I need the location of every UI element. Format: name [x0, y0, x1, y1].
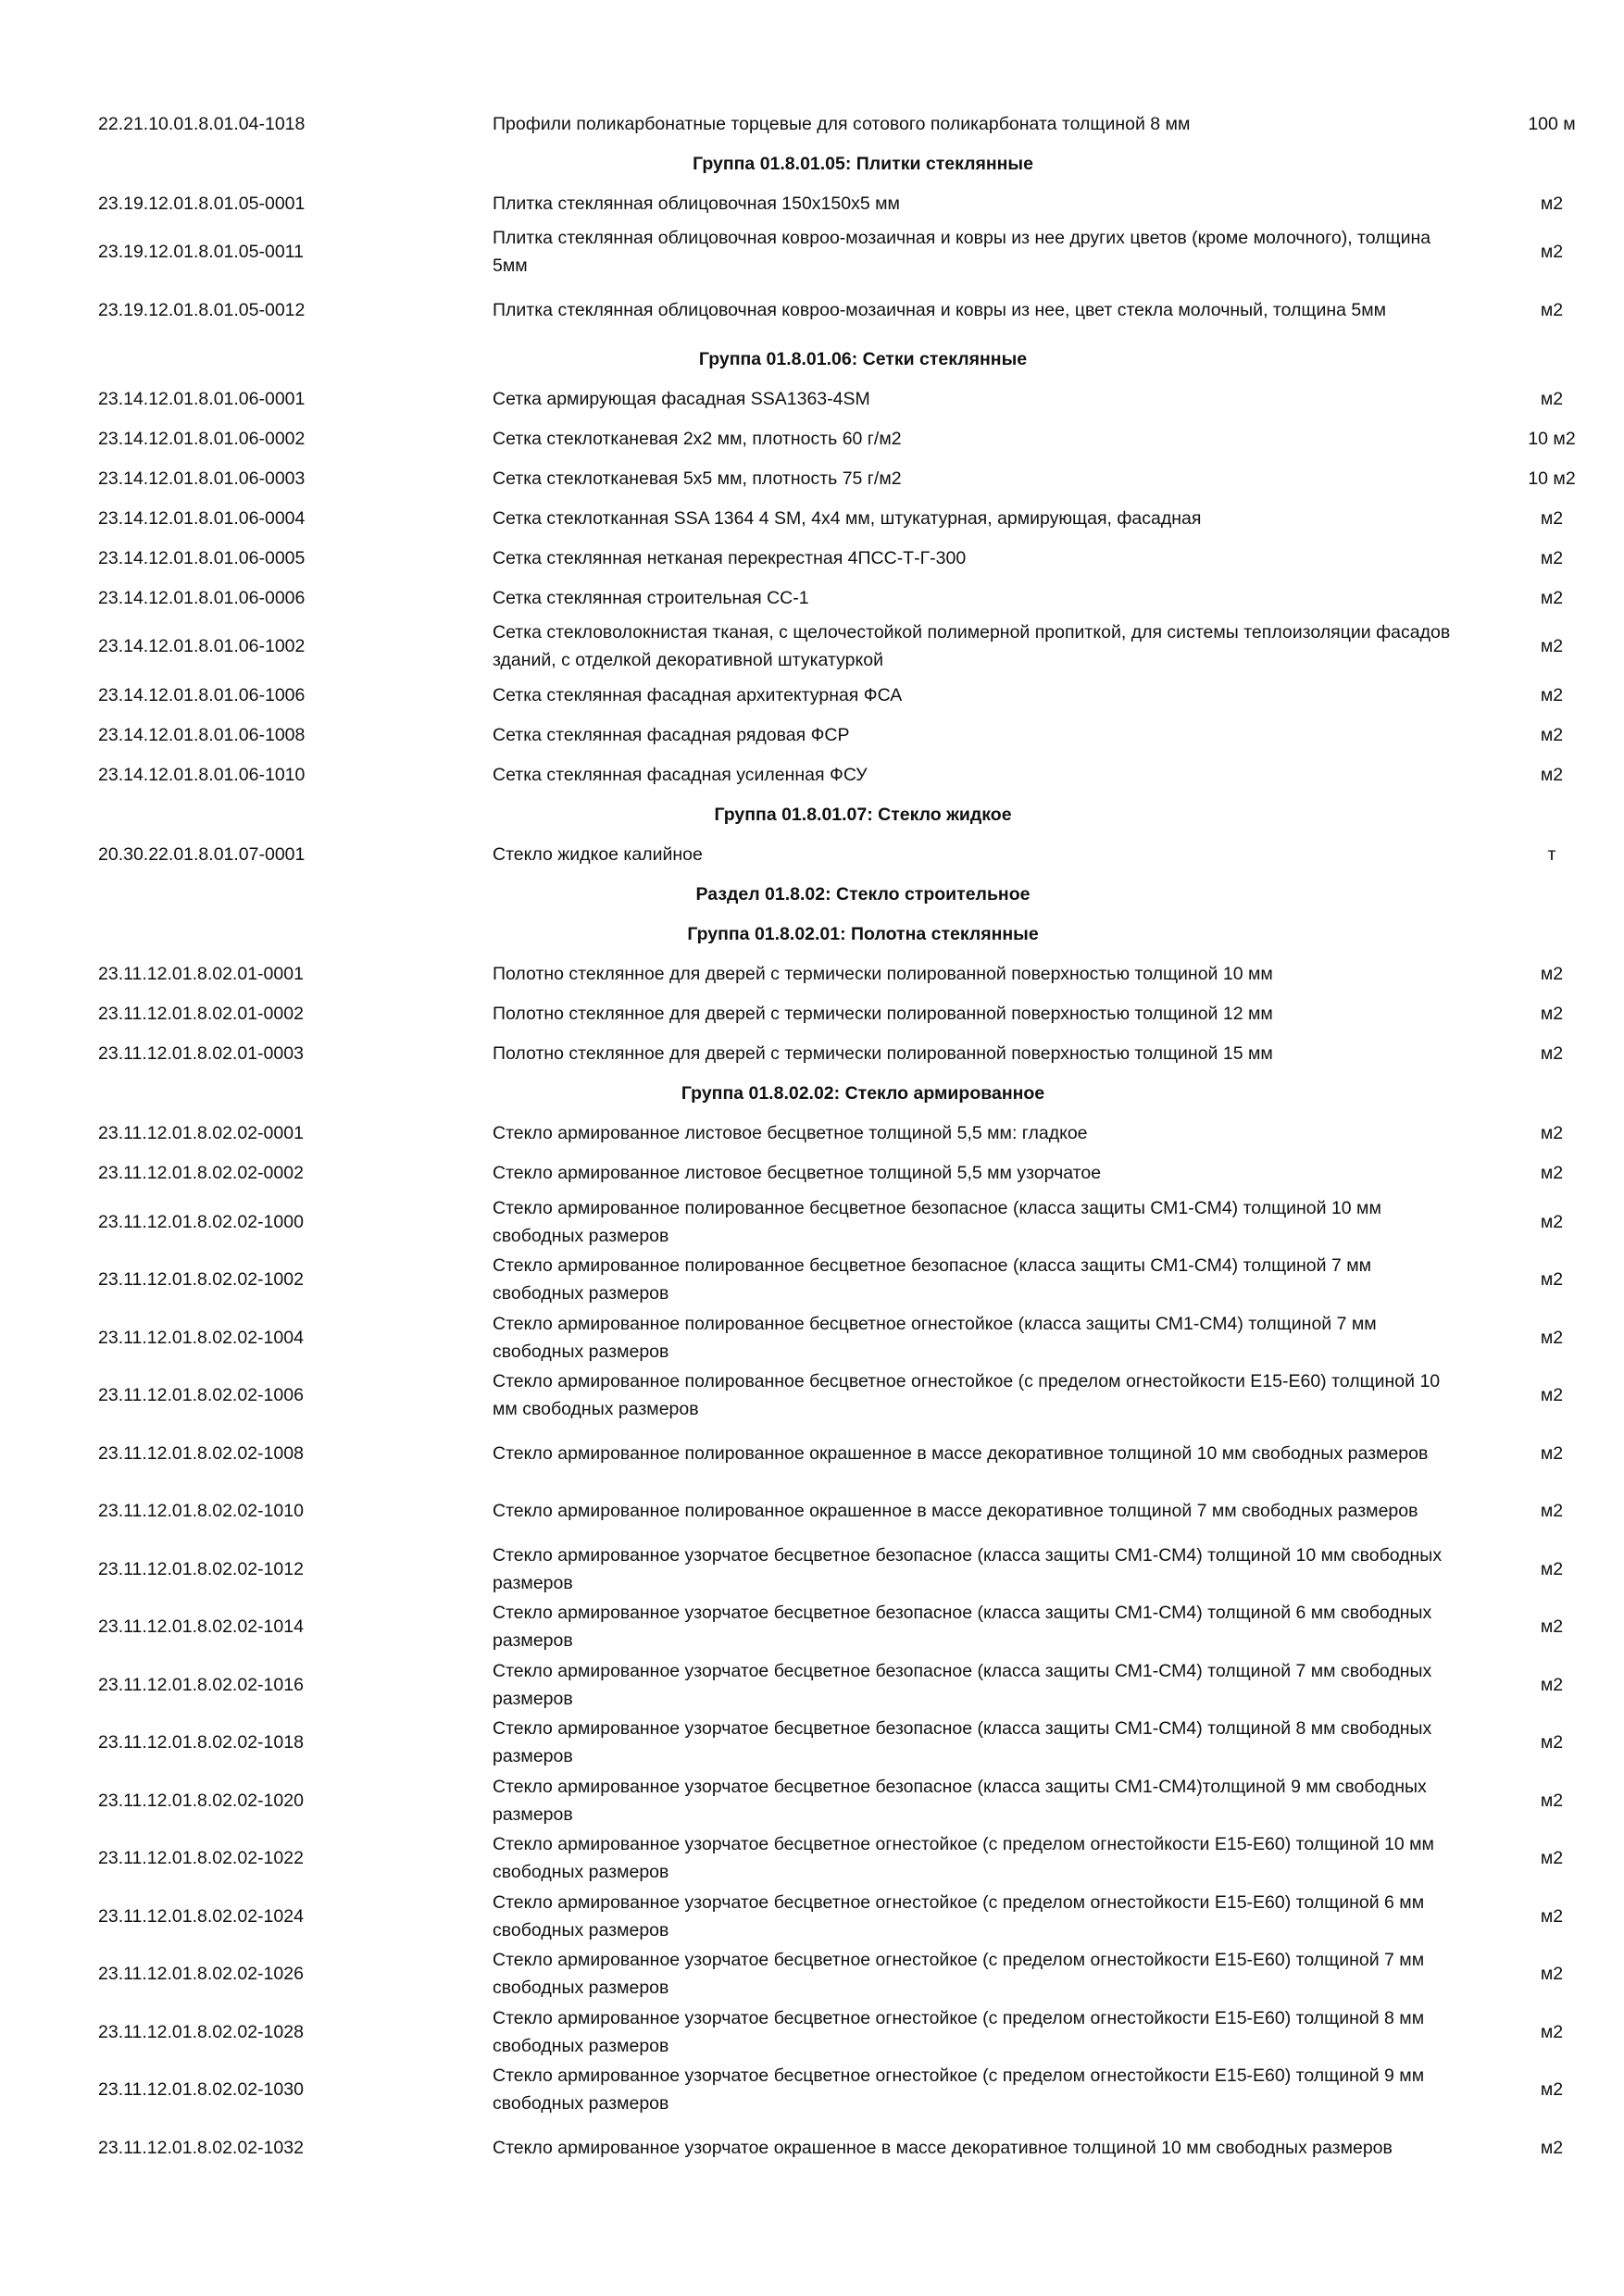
table-row [0, 2061, 1624, 2119]
table-row [0, 223, 1624, 281]
unit-of-measure: м2 [1540, 1790, 1564, 1811]
unit-of-measure: м2 [1540, 1123, 1564, 1143]
unit-of-measure: м2 [1540, 1004, 1564, 1024]
unit-of-measure: м2 [1540, 1385, 1564, 1406]
unit-of-measure: м2 [1540, 1964, 1564, 1985]
unit-of-measure: м2 [1540, 1442, 1564, 1464]
table-row [0, 755, 1624, 795]
group-header [0, 795, 1624, 835]
resource-name-cell [493, 2003, 1455, 2062]
resource-code: 23.11.12.01.8.02.02-1014 [98, 1616, 304, 1638]
resource-code: 23.14.12.01.8.01.06-1006 [98, 685, 306, 705]
resource-name: Стекло армированное полированное окрашенное в массе декоративное толщиной 7 мм свободных размеров [493, 1501, 1418, 1522]
resource-name-cell [493, 1541, 1455, 1599]
resource-code: 23.14.12.01.8.01.06-1002 [98, 636, 306, 657]
resource-name: Сетка стеклянная фасадная рядовая ФСР [493, 725, 850, 745]
resource-name: Сетка стеклянная фасадная усиленная ФСУ [493, 765, 868, 785]
group-title [0, 1074, 1624, 1114]
table-row [0, 1945, 1624, 2003]
resource-code: 23.11.12.01.8.02.02-1010 [98, 1501, 304, 1522]
resource-code: 23.14.12.01.8.01.06-0001 [98, 388, 306, 409]
table-row [0, 104, 1624, 144]
resource-name: Плитка стеклянная облицовочная ковроо-мозаичная и ковры из нее других цветов (кроме молочного), толщина 5мм [493, 228, 1431, 277]
unit-of-measure: м2 [1540, 242, 1564, 263]
group-title [0, 144, 1624, 183]
resource-name-cell [493, 578, 1455, 618]
resource-name: Плитка стеклянная облицовочная ковроо-мозаичная и ковры из нее, цвет стекла молочный, толщина 5мм [493, 299, 1387, 320]
resource-code: 23.11.12.01.8.02.02-1032 [98, 2137, 304, 2158]
resource-name: Стекло армированное полированное бесцветное огнестойкое (с пределом огнестойкости Е15-Е60) толщиной 10 мм свободных размеров [493, 1371, 1441, 1420]
table-row [0, 716, 1624, 755]
resource-code: 23.14.12.01.8.01.06-0004 [98, 507, 306, 529]
resource-name-cell [493, 1251, 1455, 1309]
table-row [0, 955, 1624, 994]
table-row [0, 618, 1624, 676]
unit-of-measure: м2 [1540, 725, 1564, 745]
resource-name: Стекло армированное узорчатое бесцветное огнестойкое (с пределом огнестойкости Е15-Е60) толщиной 7 мм свободных размеров [493, 1950, 1425, 1999]
unit-of-measure: м2 [1540, 1616, 1564, 1638]
unit-of-measure: м2 [1540, 964, 1564, 984]
resource-code: 23.11.12.01.8.02.02-0001 [98, 1123, 304, 1143]
resource-code: 23.11.12.01.8.02.02-1006 [98, 1385, 304, 1406]
table-row [0, 994, 1624, 1034]
table-row [0, 1251, 1624, 1309]
table-row [0, 538, 1624, 578]
resource-name-cell [493, 1656, 1455, 1715]
resource-name-cell [493, 538, 1455, 578]
table-row [0, 458, 1624, 498]
resource-code: 23.11.12.01.8.02.01-0003 [98, 1043, 304, 1064]
resource-code: 23.11.12.01.8.02.01-0001 [98, 964, 304, 984]
resource-code: 23.14.12.01.8.01.06-1010 [98, 765, 306, 785]
resource-name-cell [493, 1425, 1455, 1483]
resource-name-cell [493, 1598, 1455, 1656]
resource-code: 23.11.12.01.8.02.02-1026 [98, 1964, 304, 1985]
table-row [0, 498, 1624, 538]
resource-name-cell [493, 716, 1455, 755]
table-row [0, 2003, 1624, 2062]
resource-name-cell [493, 1309, 1455, 1367]
group-title-text: Раздел 01.8.02: Стекло строительное [695, 884, 1031, 905]
resource-name: Стекло армированное полированное бесцветное безопасное (класса защиты СМ1-СМ4) толщиной 7 мм свободных размеров [493, 1255, 1372, 1304]
unit-of-measure: м2 [1540, 1848, 1564, 1869]
resource-code: 23.14.12.01.8.01.06-0006 [98, 587, 306, 608]
resource-name: Стекло армированное полированное бесцветное огнестойкое (класса защиты СМ1-СМ4) толщиной 7 мм свободных размеров [493, 1313, 1377, 1362]
resource-name-cell [493, 183, 1455, 223]
unit-of-measure: 10 м2 [1528, 468, 1576, 489]
resource-name: Стекло армированное узорчатое бесцветное огнестойкое (с пределом огнестойкости Е15-Е60) толщиной 9 мм свободных размеров [493, 2065, 1425, 2115]
resource-name-cell [493, 835, 1455, 875]
table-row [0, 835, 1624, 875]
unit-of-measure: м2 [1540, 1269, 1564, 1291]
resource-code: 23.14.12.01.8.01.06-0003 [98, 468, 306, 489]
group-title-text: Группа 01.8.01.07: Стекло жидкое [714, 805, 1012, 825]
resource-name: Стекло армированное узорчатое бесцветное огнестойкое (с пределом огнестойкости Е15-Е60) толщиной 6 мм свободных размеров [493, 1891, 1425, 1940]
unit-of-measure: м2 [1540, 1501, 1564, 1522]
table-row [0, 379, 1624, 418]
table-row [0, 1772, 1624, 1830]
resource-name: Стекло армированное узорчатое бесцветное огнестойкое (с пределом огнестойкости Е15-Е60) толщиной 10 мм свободных размеров [493, 1834, 1434, 1883]
unit-of-measure: м2 [1540, 299, 1564, 320]
table-row [0, 1425, 1624, 1483]
unit-of-measure: м2 [1540, 507, 1564, 529]
table-row [0, 1482, 1624, 1541]
resource-code: 23.19.12.01.8.01.05-0012 [98, 299, 306, 320]
resource-name-cell [493, 1714, 1455, 1772]
resource-name-cell [493, 1829, 1455, 1888]
resource-name: Стекло армированное узорчатое бесцветное огнестойкое (с пределом огнестойкости Е15-Е60) толщиной 8 мм свободных размеров [493, 2007, 1425, 2056]
table-row [0, 1888, 1624, 1946]
unit-of-measure: 100 м [1528, 113, 1576, 134]
table-row [0, 676, 1624, 716]
resource-name-cell [493, 1945, 1455, 2003]
resource-name: Полотно стеклянное для дверей с термически полированной поверхностью толщиной 12 мм [493, 1004, 1273, 1024]
resource-name: Профили поликарбонатные торцевые для сотового поликарбоната толщиной 8 мм [493, 113, 1191, 134]
resource-name-cell [493, 1154, 1455, 1193]
unit-of-measure: м2 [1540, 193, 1564, 214]
resource-name-cell [493, 498, 1455, 538]
resource-name: Стекло армированное узорчатое бесцветное безопасное (класса защиты СМ1-СМ4) толщиной 7 мм свободных размеров [493, 1660, 1432, 1709]
unit-of-measure: м2 [1540, 1163, 1564, 1183]
table-row [0, 1541, 1624, 1599]
resource-name-cell [493, 1366, 1455, 1425]
resource-name: Стекло армированное узорчатое окрашенное в массе декоративное толщиной 10 мм свободных размеров [493, 2137, 1393, 2158]
resource-name-cell [493, 1114, 1455, 1154]
resource-name-cell [493, 458, 1455, 498]
table-row [0, 1154, 1624, 1193]
table-row [0, 1193, 1624, 1252]
resource-code: 23.19.12.01.8.01.05-0001 [98, 193, 306, 214]
table-row [0, 1829, 1624, 1888]
resource-name-cell [493, 1772, 1455, 1830]
unit-of-measure: м2 [1540, 1905, 1564, 1927]
group-title [0, 875, 1624, 915]
table-row [0, 418, 1624, 458]
resource-code: 20.30.22.01.8.01.07-0001 [98, 844, 306, 865]
table-row [0, 1034, 1624, 1074]
resource-name-cell [493, 955, 1455, 994]
resource-name-cell [493, 104, 1455, 144]
resource-code: 23.11.12.01.8.02.02-1030 [98, 2079, 304, 2101]
resource-code: 23.11.12.01.8.02.02-1008 [98, 1442, 304, 1464]
resource-name: Стекло армированное узорчатое бесцветное безопасное (класса защиты СМ1-СМ4) толщиной 8 мм свободных размеров [493, 1718, 1432, 1767]
unit-of-measure: м2 [1540, 685, 1564, 705]
resource-name: Сетка стеклянная нетканая перекрестная 4ПСС-Т-Г-300 [493, 547, 967, 568]
group-header [0, 339, 1624, 379]
group-title-text: Группа 01.8.01.05: Плитки стеклянные [693, 153, 1033, 174]
resource-name: Полотно стеклянное для дверей с термически полированной поверхностью толщиной 15 мм [493, 1043, 1273, 1064]
resource-name: Плитка стеклянная облицовочная 150х150х5 мм [493, 193, 900, 214]
group-title-text: Группа 01.8.02.01: Полотна стеклянные [687, 924, 1039, 944]
resource-name-cell [493, 676, 1455, 716]
resource-name: Стекло армированное узорчатое бесцветное безопасное (класса защиты СМ1-СМ4) толщиной 6 мм свободных размеров [493, 1603, 1432, 1652]
resource-code: 23.11.12.01.8.02.02-0002 [98, 1163, 304, 1183]
group-header [0, 1074, 1624, 1114]
unit-of-measure: т [1547, 844, 1556, 865]
resource-name-cell [493, 2119, 1455, 2177]
table-row [0, 1656, 1624, 1715]
resource-code: 23.11.12.01.8.02.02-1024 [98, 1905, 304, 1927]
price-list-table [0, 104, 1624, 2177]
resource-code: 23.11.12.01.8.02.02-1012 [98, 1558, 304, 1579]
group-header [0, 144, 1624, 183]
unit-of-measure: м2 [1540, 1211, 1564, 1232]
group-title-text: Группа 01.8.02.02: Стекло армированное [681, 1083, 1045, 1104]
resource-name: Стекло армированное листовое бесцветное толщиной 5,5 мм: гладкое [493, 1123, 1088, 1143]
resource-name-cell [493, 281, 1455, 340]
resource-code: 23.11.12.01.8.02.02-1028 [98, 2021, 304, 2042]
unit-of-measure: м2 [1540, 587, 1564, 608]
unit-of-measure: м2 [1540, 547, 1564, 568]
group-header [0, 915, 1624, 955]
table-row [0, 281, 1624, 340]
resource-name: Сетка стеклянная строительная СС-1 [493, 587, 809, 608]
table-row [0, 578, 1624, 618]
table-row [0, 1309, 1624, 1367]
resource-name: Стекло жидкое калийное [493, 844, 703, 865]
unit-of-measure: м2 [1540, 1043, 1564, 1064]
unit-of-measure: м2 [1540, 2137, 1564, 2158]
table-row [0, 1714, 1624, 1772]
resource-name-cell [493, 379, 1455, 418]
resource-name: Стекло армированное полированное бесцветное безопасное (класса защиты СМ1-СМ4) толщиной 10 мм свободных размеров [493, 1197, 1381, 1246]
resource-name: Сетка стеклянная фасадная архитектурная ФСА [493, 685, 903, 705]
table-row [0, 183, 1624, 223]
resource-name: Сетка стеклотканевая 2х2 мм, плотность 60 г/м2 [493, 428, 902, 449]
resource-name: Сетка стеклотканевая 5х5 мм, плотность 75 г/м2 [493, 468, 902, 489]
resource-name-cell [493, 2061, 1455, 2119]
resource-name-cell [493, 994, 1455, 1034]
resource-name: Полотно стеклянное для дверей с термически полированной поверхностью толщиной 10 мм [493, 964, 1273, 984]
resource-name: Стекло армированное узорчатое бесцветное безопасное (класса защиты СМ1-СМ4) толщиной 10 мм свободных размеров [493, 1544, 1443, 1593]
resource-name-cell [493, 1482, 1455, 1541]
table-row [0, 1114, 1624, 1154]
resource-name: Стекло армированное полированное окрашенное в массе декоративное толщиной 10 мм свободных размеров [493, 1442, 1429, 1464]
resource-code: 23.14.12.01.8.01.06-0002 [98, 428, 306, 449]
group-title [0, 339, 1624, 379]
resource-code: 23.19.12.01.8.01.05-0011 [98, 242, 304, 263]
resource-code: 22.21.10.01.8.01.04-1018 [98, 113, 306, 134]
unit-of-measure: м2 [1540, 1732, 1564, 1753]
group-title [0, 915, 1624, 955]
unit-of-measure: м2 [1540, 2021, 1564, 2042]
group-header [0, 875, 1624, 915]
resource-code: 23.11.12.01.8.02.02-1020 [98, 1790, 304, 1811]
resource-name: Стекло армированное листовое бесцветное толщиной 5,5 мм узорчатое [493, 1163, 1102, 1183]
unit-of-measure: м2 [1540, 388, 1564, 409]
resource-name-cell [493, 1888, 1455, 1946]
resource-code: 23.11.12.01.8.02.02-1018 [98, 1732, 304, 1753]
resource-name-cell [493, 1034, 1455, 1074]
resource-name-cell [493, 1193, 1455, 1252]
resource-code: 23.11.12.01.8.02.02-1016 [98, 1674, 304, 1695]
resource-code: 23.11.12.01.8.02.02-1002 [98, 1269, 304, 1291]
resource-name: Сетка армирующая фасадная SSA1363-4SM [493, 388, 870, 409]
table-row [0, 2119, 1624, 2177]
resource-code: 23.11.12.01.8.02.02-1000 [98, 1211, 304, 1232]
unit-of-measure: м2 [1540, 1558, 1564, 1579]
resource-name-cell [493, 223, 1455, 281]
resource-code: 23.11.12.01.8.02.02-1004 [98, 1327, 304, 1348]
unit-of-measure: м2 [1540, 1674, 1564, 1695]
resource-code: 23.11.12.01.8.02.01-0002 [98, 1004, 304, 1024]
unit-of-measure: м2 [1540, 765, 1564, 785]
group-title-text: Группа 01.8.01.06: Сетки стеклянные [698, 348, 1028, 369]
unit-of-measure: м2 [1540, 2079, 1564, 2101]
resource-name-cell [493, 755, 1455, 795]
unit-of-measure: 10 м2 [1528, 428, 1576, 449]
resource-name: Сетка стеклотканная SSA 1364 4 SM, 4х4 мм, штукатурная, армирующая, фасадная [493, 507, 1202, 529]
table-row [0, 1366, 1624, 1425]
resource-name: Стекло армированное узорчатое бесцветное безопасное (класса защиты СМ1-СМ4)толщиной 9 мм свободных размеров [493, 1776, 1427, 1825]
unit-of-measure: м2 [1540, 636, 1564, 657]
group-title [0, 795, 1624, 835]
table-row [0, 1598, 1624, 1656]
unit-of-measure: м2 [1540, 1327, 1564, 1348]
resource-code: 23.14.12.01.8.01.06-0005 [98, 547, 306, 568]
resource-name: Сетка стекловолокнистая тканая, с щелочестойкой полимерной пропиткой, для системы теплоизоляции фасадов зданий, с отделкой декоративной штукатуркой [493, 622, 1451, 671]
resource-name-cell [493, 418, 1455, 458]
resource-code: 23.14.12.01.8.01.06-1008 [98, 725, 306, 745]
resource-code: 23.11.12.01.8.02.02-1022 [98, 1848, 304, 1869]
resource-name-cell [493, 618, 1455, 676]
